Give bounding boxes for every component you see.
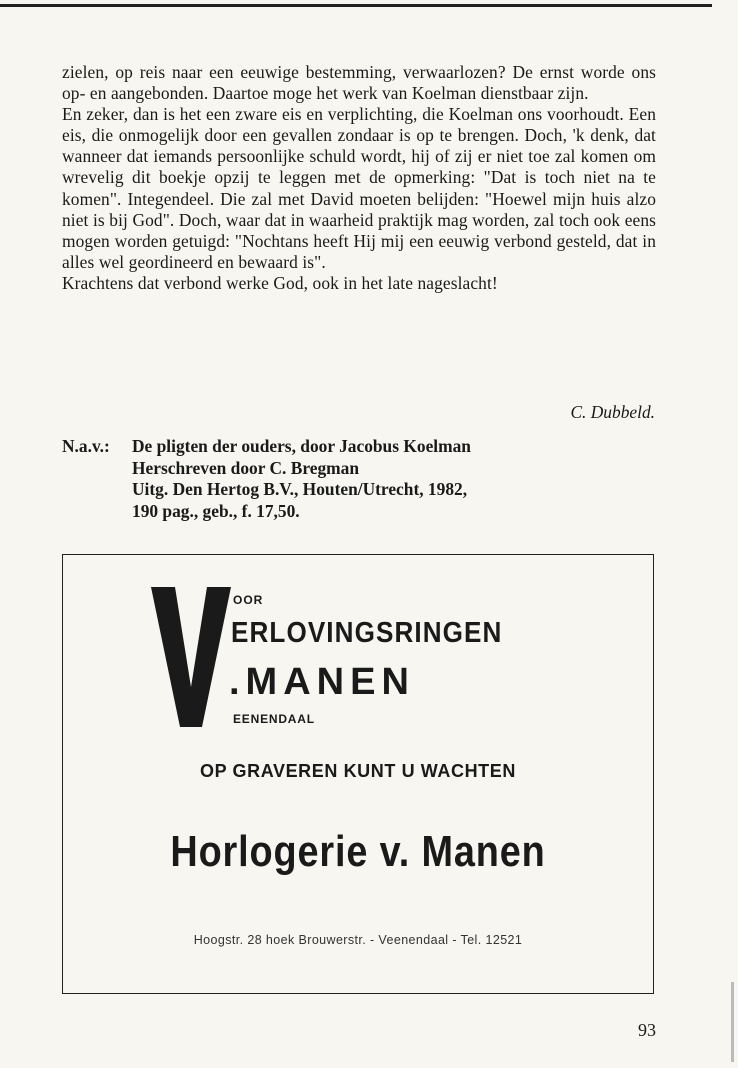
book-reference-line: 190 pag., geb., f. 17,50. [132,500,300,521]
logo-v-icon [151,587,231,727]
article-paragraph: zielen, op reis naar een eeuwige bestemming, verwaarlozen? De ernst worde ons op- en aangebonden. Daartoe moge het werk van Koelman dienstbaar zijn. [62,62,656,104]
page-number: 93 [638,1020,656,1040]
ad-line-eenendaal: EENENDAAL [233,712,315,726]
ad-shop-name: Horlogerie v. Manen [170,827,546,876]
ad-slogan: OP GRAVEREN KUNT U WACHTEN [200,761,516,781]
page-edge-mark [731,982,734,1062]
advertisement [62,554,654,994]
article-signature: C. Dubbeld. [570,402,655,422]
book-reference-line: Herschreven door C. Bregman [132,457,360,478]
book-reference-line: Uitg. Den Hertog B.V., Houten/Utrecht, 1982, [132,479,468,499]
article-paragraph: En zeker, dan is het een zware eis en verplichting, die Koelman ons voorhoudt. Een eis, die onmogelijk door een gevallen zondaar is op te brengen. Doch, 'k denk, dat wanneer dat iemands persoonlijke schuld wordt, hij of zij er niet toe zal komen om wrevelig dit boekje opzij te leggen met de opmerking: "Dat is toch niet na te komen". Integendeel. Die zal met David moeten belijden: "Hoewel mijn huis alzo niet is bij God". Doch, waar dat in waarheid praktijk mag worden, zal toch ook eens mogen worden getuigd: "Nochtans heeft Hij mij een eeuwig verbond gesteld, dat in alles wel geordineerd en bewaard is". [62,104,656,272]
article-paragraph: Krachtens dat verbond werke God, ook in het late nageslacht! [62,272,498,293]
ad-line-oor: OOR [233,593,264,607]
ad-line-erlovingsringen: ERLOVINGSRINGEN [231,617,503,649]
article-body [62,62,656,294]
ad-address: Hoogstr. 28 hoek Brouwerstr. - Veenendaal - Tel. 12521 [193,933,523,947]
ad-line-manen: .MANEN [229,661,415,703]
book-reference [132,436,612,522]
book-reference-label: N.a.v.: [62,436,110,456]
top-rule [0,4,712,7]
book-reference-line: De pligten der ouders, door Jacobus Koelman [132,436,471,456]
